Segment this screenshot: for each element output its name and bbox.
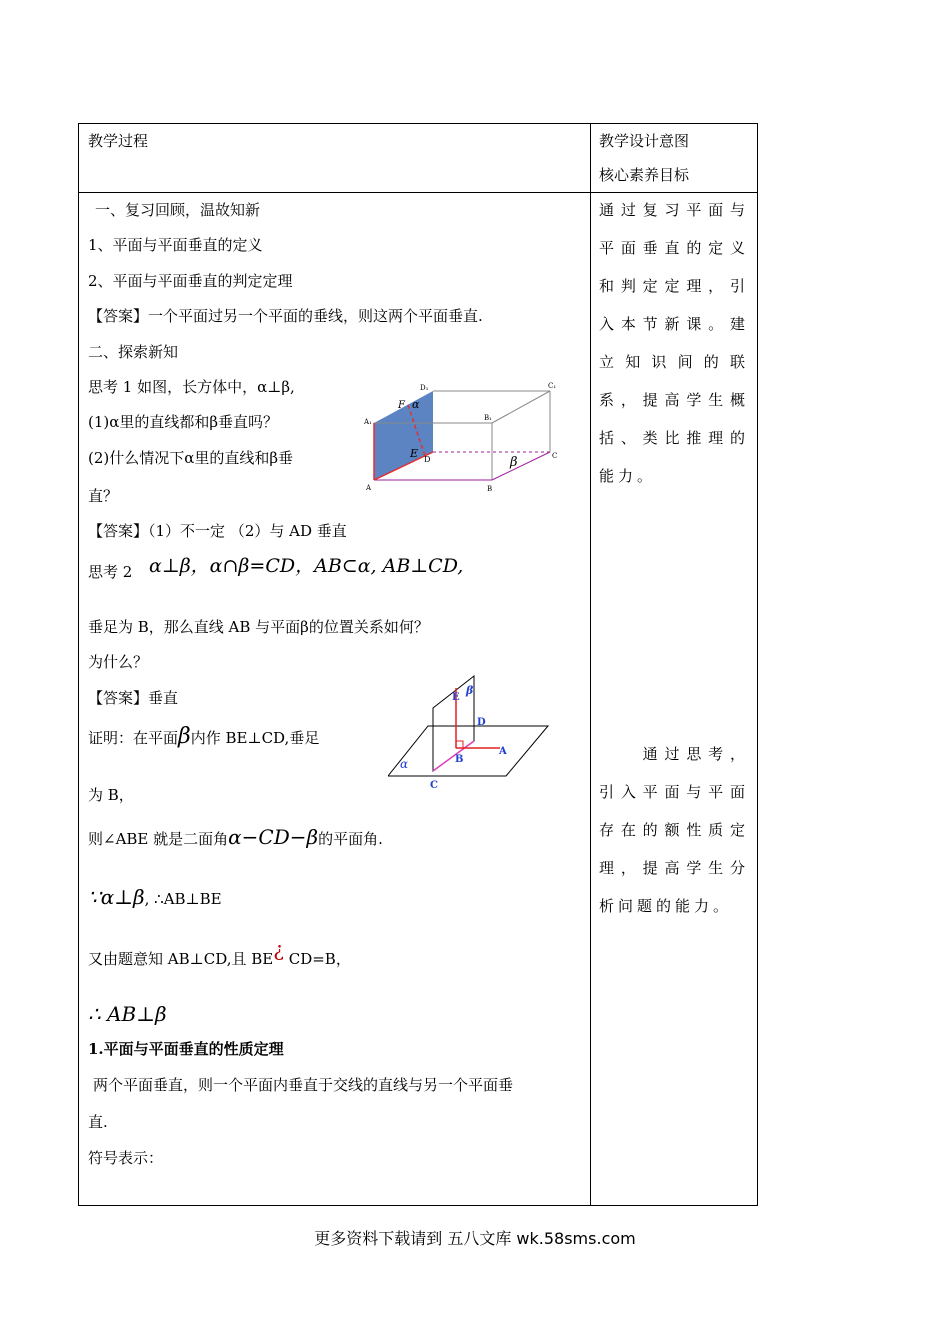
proof-line-5 — [88, 937, 351, 969]
answer-3: 【答案】垂直 — [88, 689, 179, 707]
broken-symbol: ¿ — [273, 937, 284, 961]
section-explore: 二、探索新知 — [88, 343, 179, 361]
proof-line-1-b: 内作 BE⊥CD,垂足 — [190, 729, 320, 747]
answer-2: 【答案】（1）不一定 （2）与 AD 垂直 — [88, 522, 347, 540]
label-c: C — [552, 452, 558, 460]
think-2-question: 垂足为 B，那么直线 AB 与平面β的位置关系如何？ — [88, 618, 429, 636]
proof-line-1-a: 证明：在平面 — [88, 729, 179, 747]
beta-symbol: β — [178, 724, 191, 749]
theorem-text-cont: 直. — [88, 1113, 108, 1131]
fig2-label-beta: β — [466, 684, 474, 697]
section-review: 一、复习回顾，温故知新 — [95, 201, 261, 219]
think-1-q2-cont: 直？ — [88, 487, 119, 505]
theorem-title: 1.平面与平面垂直的性质定理 — [88, 1040, 284, 1058]
label-f: F — [398, 400, 405, 411]
label-e: E — [410, 447, 419, 460]
header-right-1: 教学设计意图 — [599, 132, 690, 150]
dihedral-figure — [388, 668, 550, 793]
column-divider — [590, 124, 591, 1205]
proof-line-5-a: 又由题意知 AB⊥CD,且 BE — [88, 950, 274, 968]
review-item-2: 2、平面与平面垂直的判定定理 — [88, 272, 293, 290]
design-intent-1: 通过复习平面与平面垂直的定义和判定定理，引入本节新课。建立知识间的联系，提高学生概括、类比推理的能力。 — [599, 201, 749, 485]
proof-line-1 — [88, 724, 320, 749]
label-b: B — [487, 485, 493, 493]
fig2-label-d: D — [477, 717, 486, 728]
proof-line-5-b: CD=B， — [283, 950, 351, 968]
proof-line-4 — [88, 887, 222, 909]
header-right-2: 核心素养目标 — [599, 166, 690, 184]
fig2-label-a: A — [499, 746, 507, 757]
cuboid-figure — [362, 378, 562, 496]
answer-1: 【答案】一个平面过另一个平面的垂线，则这两个平面垂直. — [88, 307, 483, 325]
think-1-q2: (2)什么情况下α里的直线和β垂 — [88, 449, 294, 467]
fig2-label-b: B — [455, 754, 464, 765]
think-1: 思考 1 如图，长方体中，α⊥β, — [88, 378, 295, 396]
theorem-text: 两个平面垂直，则一个平面内垂直于交线的直线与另一个平面垂 — [93, 1076, 514, 1094]
proof-line-4-b: , ∴AB⊥BE — [144, 890, 222, 908]
label-a: A — [366, 484, 372, 492]
label-d: D — [424, 455, 431, 464]
right-angle-mark — [456, 741, 463, 748]
label-beta: β — [510, 455, 518, 470]
label-c1: C₁ — [548, 382, 557, 390]
design-intent-2: 通过思考，引入平面与平面存在的额性质定理，提高学生分析问题的能力。 — [599, 745, 749, 915]
think-2-label: 思考 2 — [88, 563, 133, 581]
think-2-why: 为什么？ — [88, 653, 149, 671]
because-math: ∵α⊥β — [88, 885, 145, 909]
fig2-label-e: E — [452, 692, 460, 703]
label-alpha: α — [412, 398, 420, 411]
proof-line-3-a: 则∠ABE 就是二面角 — [88, 830, 229, 848]
proof-line-2: 为 B， — [88, 786, 134, 804]
fig2-label-alpha: α — [400, 757, 409, 771]
label-b1: B₁ — [484, 414, 492, 422]
fig2-label-c: C — [430, 780, 438, 791]
label-a1: A₁ — [364, 418, 372, 426]
dihedral-math: α−CD−β — [228, 825, 319, 849]
review-item-1: 1、平面与平面垂直的定义 — [88, 236, 263, 254]
plane-alpha-shape — [388, 726, 548, 776]
think-2-math: α⊥β，α∩β=CD，AB⊂α, AB⊥CD, — [149, 555, 464, 577]
footer-link[interactable]: 更多资料下载请到 五八文库 wk.58sms.com — [314, 1229, 636, 1248]
header-left: 教学过程 — [88, 132, 149, 150]
line-cd — [433, 741, 474, 771]
label-d1: D₁ — [420, 384, 429, 392]
conclusion-math: ∴ AB⊥β — [88, 1002, 167, 1026]
proof-line-3-b: 的平面角. — [318, 830, 383, 848]
symbol-notation: 符号表示： — [88, 1149, 164, 1167]
edge-b1c1 — [492, 391, 550, 423]
proof-line-3 — [88, 827, 383, 849]
lesson-table — [78, 123, 758, 1206]
edge-bc — [492, 452, 550, 480]
think-1-q1: (1)α里的直线都和β垂直吗？ — [88, 413, 279, 431]
